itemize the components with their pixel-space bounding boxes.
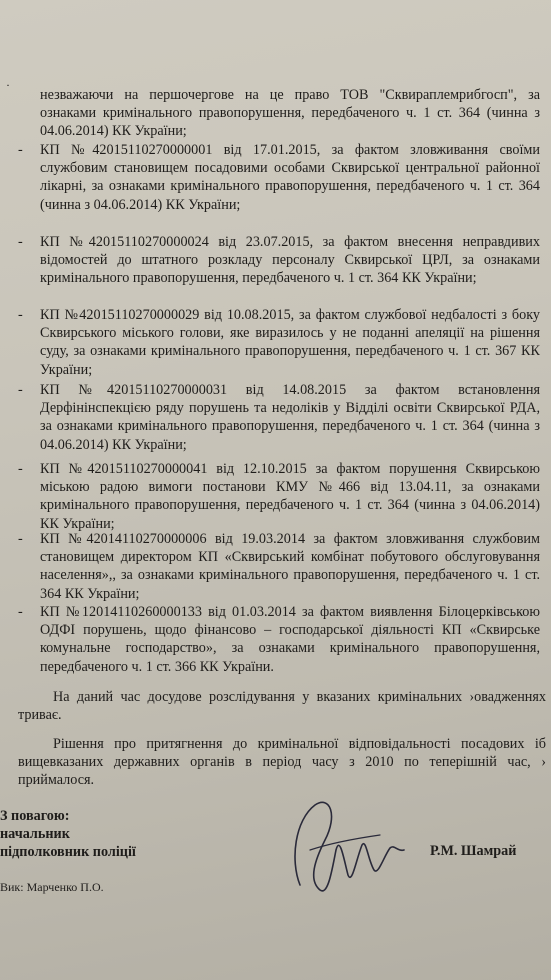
list-dash: - bbox=[18, 531, 23, 547]
list-item-text: КП №42015110270000041 від 12.10.2015 за фактом порушення Сквирською міською радою вимоги постанови КМУ №466 від 13.04.11, за ознаками кримінального правопорушення, передбаченого ч. 1 ст. 364 (чинна з 04.06.2014) КК України; bbox=[40, 461, 540, 532]
list-item-text: КП №42015110270000029 від 10.08.2015, за фактом службової недбалості з боку Сквирського міського голови, яке виразилось у не поданні апеляції на рішення суду, за ознаками кримінального правопорушення, передбаченого ч. 1 ст. 367 КК України; bbox=[40, 307, 540, 378]
list-item bbox=[18, 381, 540, 454]
list-item bbox=[18, 603, 540, 676]
signer-name: Р.М. Шамрай bbox=[430, 843, 517, 859]
rank-title: підполковник поліції bbox=[0, 844, 136, 861]
executor-line: Вик: Марченко П.О. bbox=[0, 880, 104, 894]
list-dash: - bbox=[18, 142, 23, 158]
greeting: З повагою: bbox=[0, 808, 70, 824]
list-dash: - bbox=[18, 382, 23, 398]
list-dash: - bbox=[18, 604, 23, 620]
list-item-text: КП №42015110270000001 від 17.01.2015, за фактом зловживання своїми службовим становищем посадовими особами Сквирської центральної районної лікарні, за ознаками кримінального правопорушення, передбаченого ч. 1 ст. 364 (чинна з 04.06.2014) КК України; bbox=[40, 142, 540, 213]
list-item-text: КП №42015110270000024 від 23.07.2015, за фактом внесення неправдивих відомостей до штатного розкладу персоналу Сквирської ЦРЛ, за ознаками кримінального правопорушення, передбаченого ч. 1 ст. 364 КК України; bbox=[40, 234, 540, 287]
list-dash: - bbox=[18, 234, 23, 250]
list-item bbox=[18, 233, 540, 288]
list-item-text: КП №42014110270000006 від 19.03.2014 за фактом зловживання службовим становищем директором КП «Сквирський комбінат побутового обслуговування населення»,, за ознаками кримінального правопорушення, передбаченого ч. 1 ст. 364 КК України; bbox=[40, 531, 540, 602]
continuation-paragraph: незважаючи на першочергове на це право ТОВ "Сквираплемрибгосп", за ознаками кримінального правопорушення, передбаченого ч. 1 ст. 364 (чинна з 04.06.2014) КК України; bbox=[40, 87, 540, 140]
signature-block bbox=[0, 807, 136, 862]
list-dash: - bbox=[18, 307, 23, 323]
closing-paragraph-decision: Рішення про притягнення до кримінальної відповідальності посадових іб вищевказаних державних органів в період часу з 2010 по теперішній час, › приймалося. bbox=[18, 736, 546, 789]
handwritten-signature bbox=[270, 790, 420, 905]
closing-paragraph-status: На даний час досудове розслідування у вказаних кримінальних ›овадженнях триває. bbox=[18, 689, 546, 724]
list-item bbox=[18, 530, 540, 603]
tick-mark: · bbox=[6, 78, 10, 92]
list-dash: - bbox=[18, 461, 23, 477]
list-item-text: КП №12014110260000133 від 01.03.2014 за фактом виявлення Білоцерківською ОДФІ порушень, щодо фінансово – господарської діяльності КП «Сквирське комунальне господарство», за ознаками кримінального правопорушення, передбаченого ч. 1 ст. 366 КК України. bbox=[40, 604, 540, 675]
list-item bbox=[18, 306, 540, 379]
list-item bbox=[18, 460, 540, 533]
list-item bbox=[18, 141, 540, 214]
position-title: начальник bbox=[0, 826, 70, 843]
list-item-text: КП №42015110270000031 від 14.08.2015 за фактом встановлення Дерфінінспекцією ряду порушень та недоліків у Відділі освіти Сквирської РДА, за ознаками кримінального правопорушення, передбаченого ч. 1 ст. 364 (чинна з 04.06.2014) КК України; bbox=[40, 382, 540, 453]
